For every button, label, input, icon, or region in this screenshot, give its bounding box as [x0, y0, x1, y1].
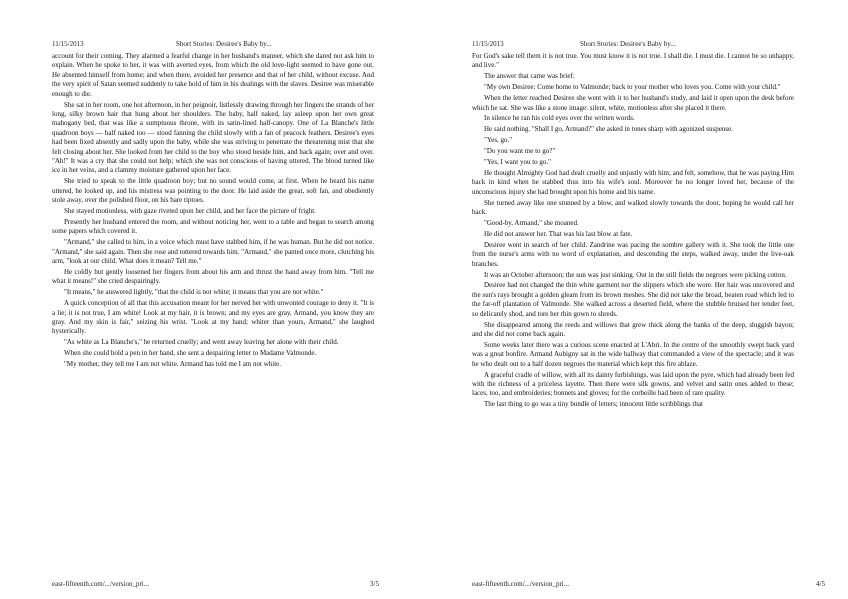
body-paragraph: "Yes, I want you to go." [484, 158, 552, 167]
body-paragraph: "Yes, go." [484, 136, 513, 145]
body-paragraph: "As white as La Blanche's," he returned cruelly; and went away leaving her alone with their child. [64, 338, 339, 347]
body-paragraph: A graceful cradle of willow, with all its dainty furbishings, was laid upon the pyre, which had already been fed with the richness of a priceless layette. Then there were silk gowns, and velvet and satin ones added to these; laces, too, and embroideries; bonnets and gloves; for the corbeille had been of rare quality. [472, 370, 794, 398]
header-title: Short Stories: Desiree's Baby by... [580, 40, 676, 48]
body-paragraph: "Armand," she called to him, in a voice which must have stabbed him, if he was human. But he did not notice. "Armand," she said again. Then she rose and tottered towards him. "Armand," she panted once more, clutching his arm, "look at our child. What does it mean? Tell me." [52, 238, 374, 266]
body-paragraph: When she could hold a pen in her hand, she sent a despairing letter to Madame Valmonde. [64, 349, 317, 358]
page-number: 4/5 [816, 580, 825, 588]
page-number: 3/5 [370, 580, 379, 588]
body-paragraph: The answer that came was brief: [484, 72, 575, 81]
footer-url: east-fifteenth.com/.../version_pri... [472, 580, 569, 588]
body-paragraph: She tried to speak to the little quadroon boy; but no sound would come, at first. When he heard his name uttered, he looked up, and his mistress was pointing to the door. He laid aside the great, soft fan, and obediently stole away, over the polished floor, on his bare tiptoes. [52, 177, 374, 205]
body-paragraph: "My own Desiree: Come home to Valmonde; back to your mother who loves you. Come with your child." [484, 83, 781, 92]
body-paragraph: He coldly but gently loosened her fingers from about his arm and thrust the hand away from him. "Tell me what it means!" she cried despairingly. [52, 267, 374, 286]
body-paragraph: Desiree went in search of her child. Zandrine was pacing the sombre gallery with it. She took the little one from the nurse's arms with no word of explanation, and descending the steps, walked away, under the live-oak branches. [472, 240, 794, 268]
body-paragraph: When the letter reached Desiree she went with it to her husband's study, and laid it open upon the desk before which he sat. She was like a stone image: silent, white, motionless after she placed it there. [472, 94, 794, 112]
body-paragraph: Presently her husband entered the room, and without noticing her, went to a table and began to search among some papers which covered it. [52, 217, 374, 236]
body-paragraph: A quick conception of all that this accusation meant for her nerved her with unwonted courage to deny it. "It is a lie; it is not true, I am white! Look at my hair, it is brown; and my eyes are gray, Armand, you know they are gray. And my skin is fair," seizing his wrist. "Look at my hand; whiter than yours, Armand," she laughed hysterically. [52, 299, 374, 336]
body-paragraph: He said nothing. "Shall I go, Armand?" she asked in tones sharp with agonized suspense. [484, 125, 733, 134]
body-paragraph: "My mother, they tell me I am not white. Armand has told me I am not white. [64, 360, 282, 369]
body-paragraph: In silence he ran his cold eyes over the written words. [484, 114, 635, 123]
page-body [52, 52, 374, 371]
body-paragraph: It was an October afternoon; the sun was just sinking. Out in the still fields the negroes were picking cotton. [484, 270, 787, 279]
body-paragraph: She disappeared among the reeds and willows that grew thick along the banks of the deep, sluggish bayou; and she did not come back again. [472, 320, 794, 338]
header-title: Short Stories: Desiree's Baby by... [176, 40, 272, 48]
header-date: 11/15/2013 [52, 40, 84, 48]
body-paragraph: "It means," he answered lightly, "that the child is not white; it means that you are not white." [64, 288, 324, 297]
footer-url: east-fifteenth.com/.../version_pri... [52, 580, 149, 588]
body-paragraph: She stayed motionless, with gaze riveted upon her child, and her face the picture of fright. [64, 207, 316, 215]
header-date: 11/15/2013 [472, 40, 504, 48]
body-paragraph: She turned away like one stunned by a blow, and walked slowly towards the door, hoping he would call her back. [472, 198, 794, 217]
body-paragraph: Some weeks later there was a curious scene enacted at L'Abri. In the centre of the smoothly swept back yard was a great bonfire. Armand Aubigny sat in the wide hallway that commanded a view of the spectacle; and it was he who dealt out to a half dozen negroes the material which kept this fire ablaze. [472, 340, 794, 368]
body-paragraph: She sat in her room, one hot afternoon, in her peignoir, listlessly drawing through her fingers the strands of her long, silky brown hair that hung about her shoulders. The baby, half naked, lay asleep upon her own great mahogany bed, that was like a sumptuous throne, with its satin-lined half-canopy. One of La Blanche's little quadroon boys — half naked too — stood fanning the child slowly with a fan of peacock feathers. Desiree's eyes had been fixed absently and sadly upon the baby, while she was striving to penetrate the threatening mist that she felt closing about her. She looked from her child to the boy who stood beside him, and back again; over and over. "Ah!" It was a cry that she could not help; which she was not conscious of having uttered. The blood turned like ice in her veins, and a clammy moisture gathered upon her face. [52, 100, 374, 175]
body-paragraph: For God's sake tell them it is not true. You must know it is not true. I shall die. I must die. I cannot be so unhappy, and live." [472, 52, 794, 70]
body-paragraph: Desiree had not changed the thin white garment nor the slippers which she wore. Her hair was uncovered and the sun's rays brought a golden gleam from its brown meshes. She did not take the broad, beaten road which led to the far-off plantation of Valmonde. She walked across a deserted field, where the stubble bruised her tender feet, so delicately shod, and tore her thin gown to shreds. [472, 281, 794, 318]
page-body [472, 52, 794, 411]
body-paragraph: "Good-by, Armand," she moaned. [484, 219, 579, 227]
body-paragraph: He thought Almighty God had dealt cruelly and unjustly with him; and felt, somehow, that he was paying Him back in kind when he stabbed thus into his wife's soul. Moreover he no longer loved her, because of the unconscious injury she had brought upon his home and his name. [472, 168, 794, 196]
body-paragraph: The last thing to go was a tiny bundle of letters; innocent little scribblings that [484, 400, 703, 409]
body-paragraph: account for their coming. They alarmed a fearful change in her husband's manner, which she dared not ask him to explain. When he spoke to her, it was with averted eyes, from which the old love-light seemed to have gone out. He absented himself from home; and when there, avoided her presence and that of her child, without excuse. And the very spirit of Satan seemed suddenly to take hold of him in his dealings with the slaves. Desiree was miserable enough to die. [52, 52, 374, 98]
right-page [424, 0, 848, 599]
body-paragraph: "Do you want me to go?" [484, 147, 556, 156]
body-paragraph: He did not answer her. That was his last blow at fate. [484, 229, 633, 238]
